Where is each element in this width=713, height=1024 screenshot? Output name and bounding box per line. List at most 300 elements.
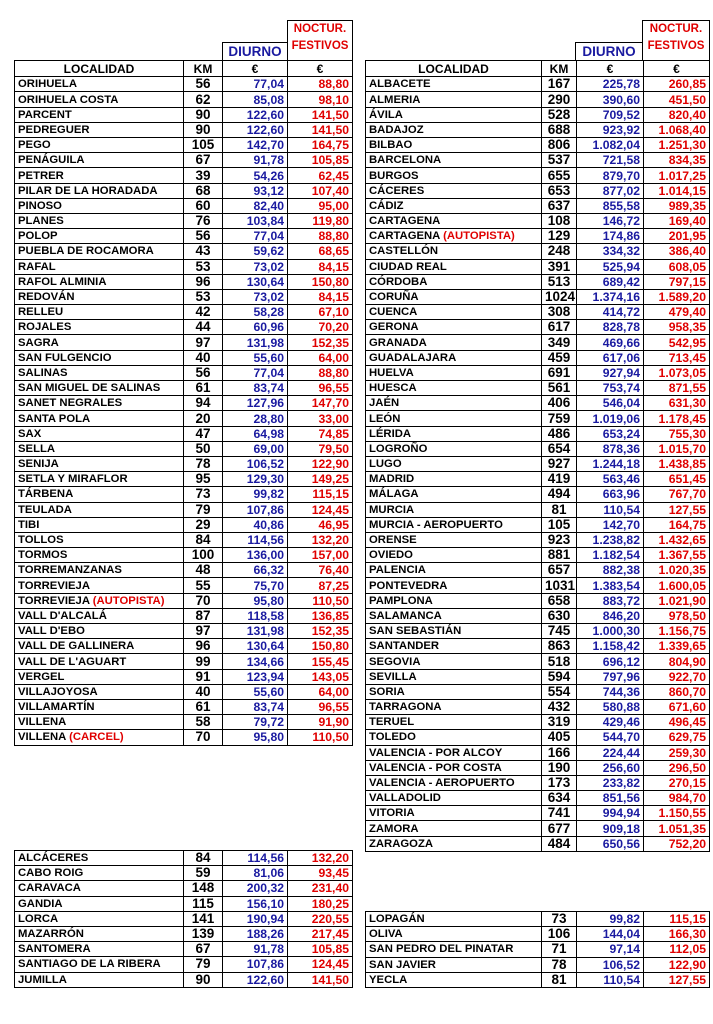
km-cell: 99 — [184, 654, 223, 669]
table-row — [366, 305, 710, 320]
diurno-price-cell: 882,38 — [577, 563, 644, 578]
localidad-cell — [366, 593, 542, 608]
localidad-cell — [15, 259, 184, 274]
diurno-price-cell: 64,98 — [223, 426, 288, 441]
localidad-name: PAMPLONA — [369, 594, 433, 607]
km-cell: 95 — [184, 472, 223, 487]
localidad-cell — [366, 791, 542, 806]
localidad-cell — [366, 244, 542, 259]
km-cell: 90 — [184, 122, 223, 137]
nocturno-price-cell: 496,45 — [644, 715, 710, 730]
km-cell: 167 — [542, 77, 577, 92]
table-row — [366, 532, 710, 547]
km-cell: 61 — [184, 699, 223, 714]
km-cell: 432 — [542, 699, 577, 714]
km-cell: 97 — [184, 624, 223, 639]
table-row — [366, 639, 710, 654]
diurno-price-cell: 696,12 — [577, 654, 644, 669]
diurno-price-cell: 797,96 — [577, 669, 644, 684]
table-row — [15, 274, 353, 289]
localidad-name: SALINAS — [18, 366, 68, 379]
diurno-price-cell: 390,60 — [577, 92, 644, 107]
diurno-price-cell: 188,26 — [223, 926, 288, 941]
nocturno-price-cell: 88,80 — [288, 77, 353, 92]
km-cell: 90 — [184, 107, 223, 122]
nocturno-price-cell: 127,55 — [644, 502, 710, 517]
nocturno-price-cell: 451,50 — [644, 92, 710, 107]
nocturno-price-cell: 608,05 — [644, 259, 710, 274]
km-cell: 115 — [184, 896, 223, 911]
km-cell: 97 — [184, 335, 223, 350]
table-row — [15, 305, 353, 320]
km-cell: 94 — [184, 396, 223, 411]
localidad-cell — [366, 684, 542, 699]
diurno-price-cell: 122,60 — [223, 122, 288, 137]
nocturno-price-cell: 84,15 — [288, 259, 353, 274]
localidad-cell — [15, 532, 184, 547]
km-cell: 40 — [184, 684, 223, 699]
localidad-name: SAN FULGENCIO — [18, 351, 112, 364]
km-cell: 43 — [184, 244, 223, 259]
localidad-cell — [366, 381, 542, 396]
nocturno-price-cell: 767,70 — [644, 487, 710, 502]
km-cell: 391 — [542, 259, 577, 274]
localidad-name: PILAR DE LA HORADADA — [18, 184, 158, 197]
table-row — [366, 198, 710, 213]
table-row — [15, 715, 353, 730]
table-row — [15, 229, 353, 244]
table-row — [366, 972, 710, 987]
diurno-price-cell: 99,82 — [577, 912, 644, 927]
table-row — [15, 259, 353, 274]
localidad-cell — [15, 168, 184, 183]
nocturno-price-cell: 166,30 — [644, 927, 710, 942]
diurno-price-cell: 846,20 — [577, 608, 644, 623]
localidad-cell — [366, 502, 542, 517]
table-row — [366, 699, 710, 714]
right-nocturno-header — [642, 20, 710, 61]
nocturno-price-cell: 112,05 — [644, 942, 710, 957]
nocturno-price-cell: 64,00 — [288, 684, 353, 699]
localidad-name: PINOSO — [18, 199, 62, 212]
table-row — [15, 608, 353, 623]
nocturno-price-cell: 1.015,70 — [644, 441, 710, 456]
nocturno-price-cell: 95,00 — [288, 198, 353, 213]
nocturno-price-cell: 542,95 — [644, 335, 710, 350]
localidad-name: VALENCIA - POR ALCOY — [369, 746, 503, 759]
km-cell: 20 — [184, 411, 223, 426]
table-row — [366, 122, 710, 137]
km-cell: 73 — [184, 487, 223, 502]
km-cell: 554 — [542, 684, 577, 699]
km-cell: 53 — [184, 259, 223, 274]
km-cell: 90 — [184, 972, 223, 987]
col-diurno-euro-header: € — [577, 61, 644, 77]
localidad-cell — [366, 487, 542, 502]
km-cell: 56 — [184, 77, 223, 92]
localidad-name: RAFAL — [18, 260, 56, 273]
diurno-price-cell: 77,04 — [223, 77, 288, 92]
diurno-price-cell: 653,24 — [577, 426, 644, 441]
nocturno-price-cell: 1.251,30 — [644, 138, 710, 153]
localidad-cell — [15, 957, 184, 972]
table-row — [366, 745, 710, 760]
nocturno-price-cell: 115,15 — [288, 487, 353, 502]
table-row — [15, 320, 353, 335]
diurno-price-cell: 224,44 — [577, 745, 644, 760]
nocturno-price-cell: 107,40 — [288, 183, 353, 198]
table-row — [366, 912, 710, 927]
nocturno-price-cell: 132,20 — [288, 851, 353, 866]
nocturno-price-cell: 122,90 — [288, 456, 353, 471]
localidad-name: VALL D'ALCALÁ — [18, 609, 107, 622]
table-row — [366, 274, 710, 289]
km-cell: 927 — [542, 456, 577, 471]
left-nocturno-header — [287, 20, 353, 61]
table-row — [366, 821, 710, 836]
diurno-price-cell: 106,52 — [577, 957, 644, 972]
nocturno-price-cell: 141,50 — [288, 107, 353, 122]
localidad-cell — [366, 411, 542, 426]
table-row — [366, 244, 710, 259]
table-row — [366, 608, 710, 623]
nocturno-price-cell: 122,90 — [644, 957, 710, 972]
localidad-cell — [15, 911, 184, 926]
diurno-price-cell: 256,60 — [577, 760, 644, 775]
nocturno-price-cell: 631,30 — [644, 396, 710, 411]
localidad-name: JAÉN — [369, 397, 400, 410]
table-row — [15, 244, 353, 259]
nocturno-price-cell: 150,80 — [288, 274, 353, 289]
nocturno-price-cell: 105,85 — [288, 153, 353, 168]
localidad-cell — [366, 912, 542, 927]
localidad-name: TORREVIEJA — [18, 594, 90, 607]
localidad-name: SEGOVIA — [369, 655, 421, 668]
nocturno-price-cell: 155,45 — [288, 654, 353, 669]
localidad-name: VILLAMARTÍN — [18, 701, 95, 714]
localidad-cell — [15, 198, 184, 213]
table-row — [15, 365, 353, 380]
diurno-price-cell: 91,78 — [223, 942, 288, 957]
localidad-cell — [15, 138, 184, 153]
right-nocturno-line2: FESTIVOS — [647, 40, 705, 52]
localidad-cell — [366, 578, 542, 593]
localidad-cell — [15, 608, 184, 623]
localidad-name: SORIA — [369, 685, 405, 698]
diurno-price-cell: 110,54 — [577, 502, 644, 517]
km-cell: 50 — [184, 441, 223, 456]
nocturno-price-cell: 96,55 — [288, 381, 353, 396]
km-cell: 617 — [542, 320, 577, 335]
nocturno-price-cell: 98,10 — [288, 92, 353, 107]
localidad-name: LÉRIDA — [369, 427, 412, 440]
table-row — [366, 138, 710, 153]
table-row — [366, 775, 710, 790]
diurno-price-cell: 131,98 — [223, 335, 288, 350]
nocturno-price-cell: 820,40 — [644, 107, 710, 122]
localidad-name: VALL D'EBO — [18, 625, 85, 638]
localidad-name: SAN PEDRO DEL PINATAR — [369, 943, 514, 956]
localidad-name: VALL DE L'AGUART — [18, 655, 127, 668]
localidad-cell — [15, 669, 184, 684]
table-row — [366, 183, 710, 198]
localidad-name: OLIVA — [369, 928, 403, 941]
table-row — [366, 502, 710, 517]
localidad-cell — [15, 320, 184, 335]
col-km-header: KM — [542, 61, 577, 77]
localidad-name: OVIEDO — [369, 549, 413, 562]
localidad-cell — [15, 548, 184, 563]
km-cell: 105 — [184, 138, 223, 153]
localidad-name: ZAMORA — [369, 822, 419, 835]
diurno-price-cell: 142,70 — [577, 517, 644, 532]
km-cell: 494 — [542, 487, 577, 502]
nocturno-price-cell: 1.367,55 — [644, 548, 710, 563]
table-row — [366, 578, 710, 593]
km-cell: 1031 — [542, 578, 577, 593]
table-row — [15, 92, 353, 107]
nocturno-price-cell: 958,35 — [644, 320, 710, 335]
localidad-cell — [366, 624, 542, 639]
localidad-cell — [15, 396, 184, 411]
localidad-name: GRANADA — [369, 336, 427, 349]
localidad-cell — [366, 396, 542, 411]
diurno-price-cell: 130,64 — [223, 639, 288, 654]
nocturno-price-cell: 115,15 — [644, 912, 710, 927]
localidad-name: ORIHUELA COSTA — [18, 93, 119, 106]
km-cell: 528 — [542, 107, 577, 122]
localidad-cell — [15, 335, 184, 350]
diurno-price-cell: 1.383,54 — [577, 578, 644, 593]
localidad-name: BADAJOZ — [369, 123, 424, 136]
table-row — [366, 624, 710, 639]
diurno-price-cell: 77,04 — [223, 229, 288, 244]
nocturno-price-cell: 386,40 — [644, 244, 710, 259]
nocturno-price-cell: 124,45 — [288, 957, 353, 972]
km-cell: 42 — [184, 305, 223, 320]
localidad-name: CARTAGENA — [369, 230, 440, 243]
table-row — [366, 320, 710, 335]
km-cell: 759 — [542, 411, 577, 426]
table-row — [15, 942, 353, 957]
diurno-price-cell: 200,32 — [223, 881, 288, 896]
localidad-cell — [15, 866, 184, 881]
table-row — [15, 107, 353, 122]
table-row — [15, 957, 353, 972]
km-cell: 537 — [542, 153, 577, 168]
nocturno-price-cell: 169,40 — [644, 213, 710, 228]
localidad-cell — [15, 456, 184, 471]
localidad-name: PENÁGUILA — [18, 154, 85, 167]
diurno-price-cell: 114,56 — [223, 851, 288, 866]
localidad-name: POLOP — [18, 230, 58, 243]
localidad-name: PARCENT — [18, 108, 72, 121]
km-cell: 677 — [542, 821, 577, 836]
nocturno-price-cell: 922,70 — [644, 669, 710, 684]
table-row — [366, 381, 710, 396]
nocturno-price-cell: 1.014,15 — [644, 183, 710, 198]
diurno-price-cell: 1.244,18 — [577, 456, 644, 471]
nocturno-price-cell: 110,50 — [288, 730, 353, 745]
diurno-price-cell: 429,46 — [577, 715, 644, 730]
table-row — [15, 517, 353, 532]
localidad-cell — [15, 244, 184, 259]
table-row — [15, 122, 353, 137]
nocturno-price-cell: 76,40 — [288, 563, 353, 578]
diurno-price-cell: 923,92 — [577, 122, 644, 137]
diurno-price-cell: 118,58 — [223, 608, 288, 623]
nocturno-price-cell: 87,25 — [288, 578, 353, 593]
localidad-name: GUADALAJARA — [369, 351, 457, 364]
table-row — [15, 472, 353, 487]
localidad-name: VILLENA — [18, 731, 66, 744]
nocturno-price-cell: 797,15 — [644, 274, 710, 289]
km-cell: 81 — [542, 502, 577, 517]
diurno-price-cell: 136,00 — [223, 548, 288, 563]
table-row — [366, 654, 710, 669]
km-cell: 741 — [542, 806, 577, 821]
localidad-cell — [15, 517, 184, 532]
nocturno-price-cell: 752,20 — [644, 836, 710, 851]
km-cell: 691 — [542, 365, 577, 380]
nocturno-price-cell: 1.150,55 — [644, 806, 710, 821]
localidad-name: CÁCERES — [369, 184, 425, 197]
table-row — [15, 381, 353, 396]
nocturno-price-cell: 147,70 — [288, 396, 353, 411]
localidad-cell — [15, 730, 184, 745]
localidad-cell — [366, 563, 542, 578]
km-cell: 308 — [542, 305, 577, 320]
nocturno-price-cell: 74,85 — [288, 426, 353, 441]
km-cell: 96 — [184, 639, 223, 654]
nocturno-price-cell: 671,60 — [644, 699, 710, 714]
localidad-cell — [366, 365, 542, 380]
diurno-price-cell: 334,32 — [577, 244, 644, 259]
km-cell: 658 — [542, 593, 577, 608]
nocturno-price-cell: 1.073,05 — [644, 365, 710, 380]
localidad-name: TOLEDO — [369, 731, 416, 744]
table-row — [15, 639, 353, 654]
km-cell: 84 — [184, 532, 223, 547]
diurno-price-cell: 40,86 — [223, 517, 288, 532]
diurno-price-cell: 1.082,04 — [577, 138, 644, 153]
diurno-price-cell: 1.019,06 — [577, 411, 644, 426]
nocturno-price-cell: 141,50 — [288, 972, 353, 987]
diurno-price-cell: 174,86 — [577, 229, 644, 244]
km-cell: 745 — [542, 624, 577, 639]
table-row — [366, 259, 710, 274]
localidad-cell — [15, 441, 184, 456]
table-row — [15, 441, 353, 456]
nocturno-price-cell: 713,45 — [644, 350, 710, 365]
diurno-price-cell: 851,56 — [577, 791, 644, 806]
diurno-price-cell: 58,28 — [223, 305, 288, 320]
nocturno-price-cell: 201,95 — [644, 229, 710, 244]
nocturno-price-cell: 150,80 — [288, 639, 353, 654]
diurno-price-cell: 130,64 — [223, 274, 288, 289]
table-row — [15, 396, 353, 411]
table-row — [15, 926, 353, 941]
nocturno-price-cell: 1.020,35 — [644, 563, 710, 578]
localidad-name: CASTELLÓN — [369, 245, 439, 258]
diurno-price-cell: 469,66 — [577, 335, 644, 350]
nocturno-price-cell: 1.589,20 — [644, 289, 710, 304]
nocturno-price-cell: 88,80 — [288, 365, 353, 380]
table-row — [15, 411, 353, 426]
localidad-cell — [15, 715, 184, 730]
nocturno-price-cell: 1.156,75 — [644, 624, 710, 639]
localidad-cell — [366, 335, 542, 350]
diurno-price-cell: 142,70 — [223, 138, 288, 153]
km-cell: 1024 — [542, 289, 577, 304]
localidad-name: GERONA — [369, 321, 419, 334]
km-cell: 688 — [542, 122, 577, 137]
table-row — [15, 487, 353, 502]
localidad-name: CORUÑA — [369, 291, 419, 304]
table-row — [366, 168, 710, 183]
table-row — [15, 881, 353, 896]
nocturno-price-cell: 231,40 — [288, 881, 353, 896]
col-nocturno-euro-header: € — [288, 61, 353, 77]
localidad-name: YECLA — [369, 973, 408, 986]
km-cell: 44 — [184, 320, 223, 335]
table-row — [15, 153, 353, 168]
diurno-price-cell: 663,96 — [577, 487, 644, 502]
km-cell: 141 — [184, 911, 223, 926]
nocturno-price-cell: 141,50 — [288, 122, 353, 137]
diurno-price-cell: 85,08 — [223, 92, 288, 107]
table-row — [15, 532, 353, 547]
nocturno-price-cell: 296,50 — [644, 760, 710, 775]
nocturno-price-cell: 33,00 — [288, 411, 353, 426]
table-row — [15, 730, 353, 745]
table-row — [15, 350, 353, 365]
km-cell: 190 — [542, 760, 577, 775]
table-row — [366, 487, 710, 502]
nocturno-price-cell: 88,80 — [288, 229, 353, 244]
km-cell: 129 — [542, 229, 577, 244]
localidad-name: LORCA — [18, 912, 59, 925]
diurno-price-cell: 927,94 — [577, 365, 644, 380]
localidad-name: SENIJA — [18, 458, 59, 471]
diurno-price-cell: 1.000,30 — [577, 624, 644, 639]
localidad-cell — [366, 654, 542, 669]
localidad-cell — [366, 806, 542, 821]
localidad-name: SALAMANCA — [369, 609, 442, 622]
table-row — [366, 791, 710, 806]
table-row — [15, 183, 353, 198]
nocturno-price-cell: 651,45 — [644, 472, 710, 487]
localidad-cell — [366, 183, 542, 198]
localidad-name: VALENCIA - POR COSTA — [369, 761, 502, 774]
localidad-cell — [366, 259, 542, 274]
km-cell: 91 — [184, 669, 223, 684]
km-cell: 319 — [542, 715, 577, 730]
diurno-price-cell: 93,12 — [223, 183, 288, 198]
diurno-price-cell: 883,72 — [577, 593, 644, 608]
km-cell: 58 — [184, 715, 223, 730]
table-row — [15, 502, 353, 517]
col-nocturno-euro-header: € — [644, 61, 710, 77]
localidad-name: SETLA Y MIRAFLOR — [18, 473, 128, 486]
nocturno-price-cell: 259,30 — [644, 745, 710, 760]
localidad-name: PONTEVEDRA — [369, 579, 448, 592]
localidad-name: TORREMANZANAS — [18, 564, 122, 577]
nocturno-price-cell: 64,00 — [288, 350, 353, 365]
table-row — [366, 441, 710, 456]
localidad-cell — [15, 624, 184, 639]
km-cell: 594 — [542, 669, 577, 684]
